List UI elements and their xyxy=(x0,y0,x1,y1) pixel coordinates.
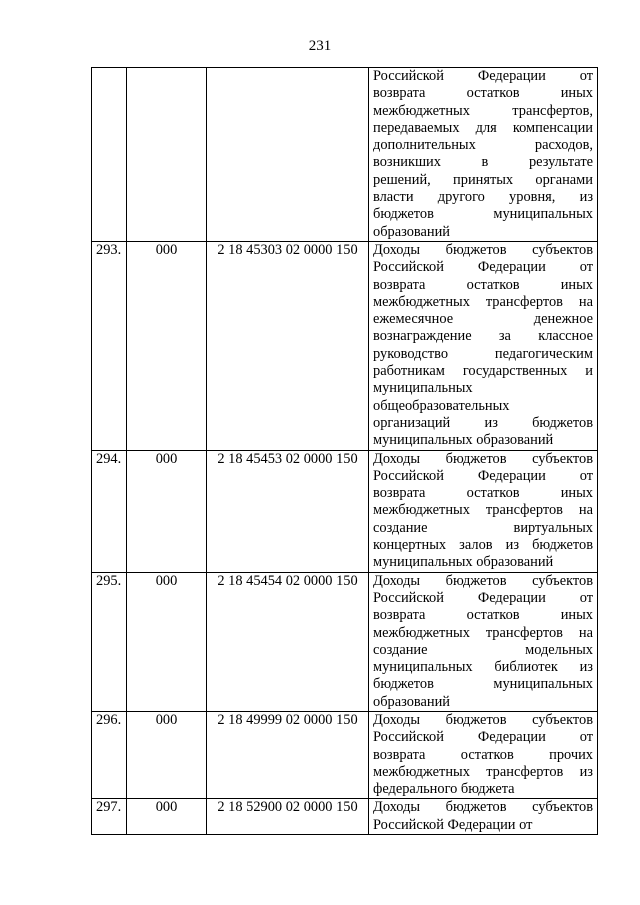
description-line: бюджетов муниципальных xyxy=(373,676,593,693)
description-line: общеобразовательных xyxy=(373,397,510,414)
description-line: Российской Федерации от xyxy=(373,816,533,833)
admin-code-cell: 000 xyxy=(127,711,207,798)
description-line: образований xyxy=(373,223,450,240)
description-line: возникших в результате xyxy=(373,154,593,171)
description-line: возврата остатков прочих xyxy=(373,746,593,763)
budget-classification-code-cell: 2 18 45303 02 0000 150 xyxy=(207,241,369,450)
description-line: Российской Федерации от xyxy=(373,729,593,746)
description-line: бюджетов муниципальных xyxy=(373,206,593,223)
description-line: возврата остатков иных xyxy=(373,607,593,624)
row-number-cell xyxy=(92,68,127,242)
revenue-description-cell xyxy=(369,572,598,711)
description-line: власти другого уровня, из xyxy=(373,189,593,206)
description-line: Доходы бюджетов субъектов xyxy=(373,572,593,589)
description-line: Доходы бюджетов субъектов xyxy=(373,711,593,728)
admin-code-cell: 000 xyxy=(127,450,207,572)
description-line: Доходы бюджетов субъектов xyxy=(373,799,593,816)
table-row xyxy=(92,711,598,798)
revenue-description-cell xyxy=(369,241,598,450)
table-row xyxy=(92,450,598,572)
table-row xyxy=(92,68,598,242)
budget-classification-code-cell: 2 18 45453 02 0000 150 xyxy=(207,450,369,572)
budget-classification-code-cell: 2 18 45454 02 0000 150 xyxy=(207,572,369,711)
description-line: передаваемых для компенсации xyxy=(373,119,593,136)
row-number-cell: 293. xyxy=(92,241,127,450)
description-line: Российской Федерации от xyxy=(373,467,593,484)
admin-code-cell xyxy=(127,68,207,242)
revenue-description-cell xyxy=(369,711,598,798)
description-line: организаций из бюджетов xyxy=(373,414,593,431)
description-line: муниципальных образований xyxy=(373,554,554,571)
description-line: вознаграждение за классное xyxy=(373,328,593,345)
description-line: дополнительных расходов, xyxy=(373,137,593,154)
description-line: работникам государственных и xyxy=(373,363,593,380)
description-line: межбюджетных трансфертов на xyxy=(373,293,593,310)
admin-code-cell: 000 xyxy=(127,799,207,835)
description-line: создание модельных xyxy=(373,641,593,658)
description-line: муниципальных библиотек из xyxy=(373,659,593,676)
description-line: руководство педагогическим xyxy=(373,345,593,362)
description-line: муниципальных образований xyxy=(373,432,554,449)
description-line: концертных залов из бюджетов xyxy=(373,537,593,554)
table-row xyxy=(92,799,598,835)
row-number-cell: 297. xyxy=(92,799,127,835)
description-line: Доходы бюджетов субъектов xyxy=(373,450,593,467)
budget-revenue-table xyxy=(91,67,598,835)
description-line: межбюджетных трансфертов на xyxy=(373,624,593,641)
row-number-cell: 294. xyxy=(92,450,127,572)
description-line: Российской Федерации от xyxy=(373,589,593,606)
row-number-cell: 296. xyxy=(92,711,127,798)
budget-classification-code-cell: 2 18 52900 02 0000 150 xyxy=(207,799,369,835)
admin-code-cell: 000 xyxy=(127,572,207,711)
description-line: Российской Федерации от xyxy=(373,259,593,276)
description-line: федерального бюджета xyxy=(373,781,515,798)
table-body xyxy=(92,68,598,835)
description-line: создание виртуальных xyxy=(373,519,593,536)
description-line: Российской Федерации от xyxy=(373,68,593,84)
description-line: возврата остатков иных xyxy=(373,485,593,502)
description-line: образований xyxy=(373,693,450,710)
revenue-description-cell xyxy=(369,450,598,572)
table-row xyxy=(92,241,598,450)
description-line: ежемесячное денежное xyxy=(373,311,593,328)
description-line: возврата остатков иных xyxy=(373,276,593,293)
budget-classification-code-cell xyxy=(207,68,369,242)
description-line: межбюджетных трансфертов из xyxy=(373,763,593,780)
description-line: муниципальных xyxy=(373,380,473,397)
description-line: межбюджетных трансфертов на xyxy=(373,502,593,519)
page-number: 231 xyxy=(308,38,332,54)
row-number-cell: 295. xyxy=(92,572,127,711)
table-row xyxy=(92,572,598,711)
revenue-description-cell xyxy=(369,799,598,835)
description-line: Доходы бюджетов субъектов xyxy=(373,241,593,258)
description-line: межбюджетных трансфертов, xyxy=(373,102,593,119)
description-line: возврата остатков иных xyxy=(373,85,593,102)
description-line: решений, принятых органами xyxy=(373,171,593,188)
admin-code-cell: 000 xyxy=(127,241,207,450)
revenue-description-cell xyxy=(369,68,598,242)
budget-classification-code-cell: 2 18 49999 02 0000 150 xyxy=(207,711,369,798)
